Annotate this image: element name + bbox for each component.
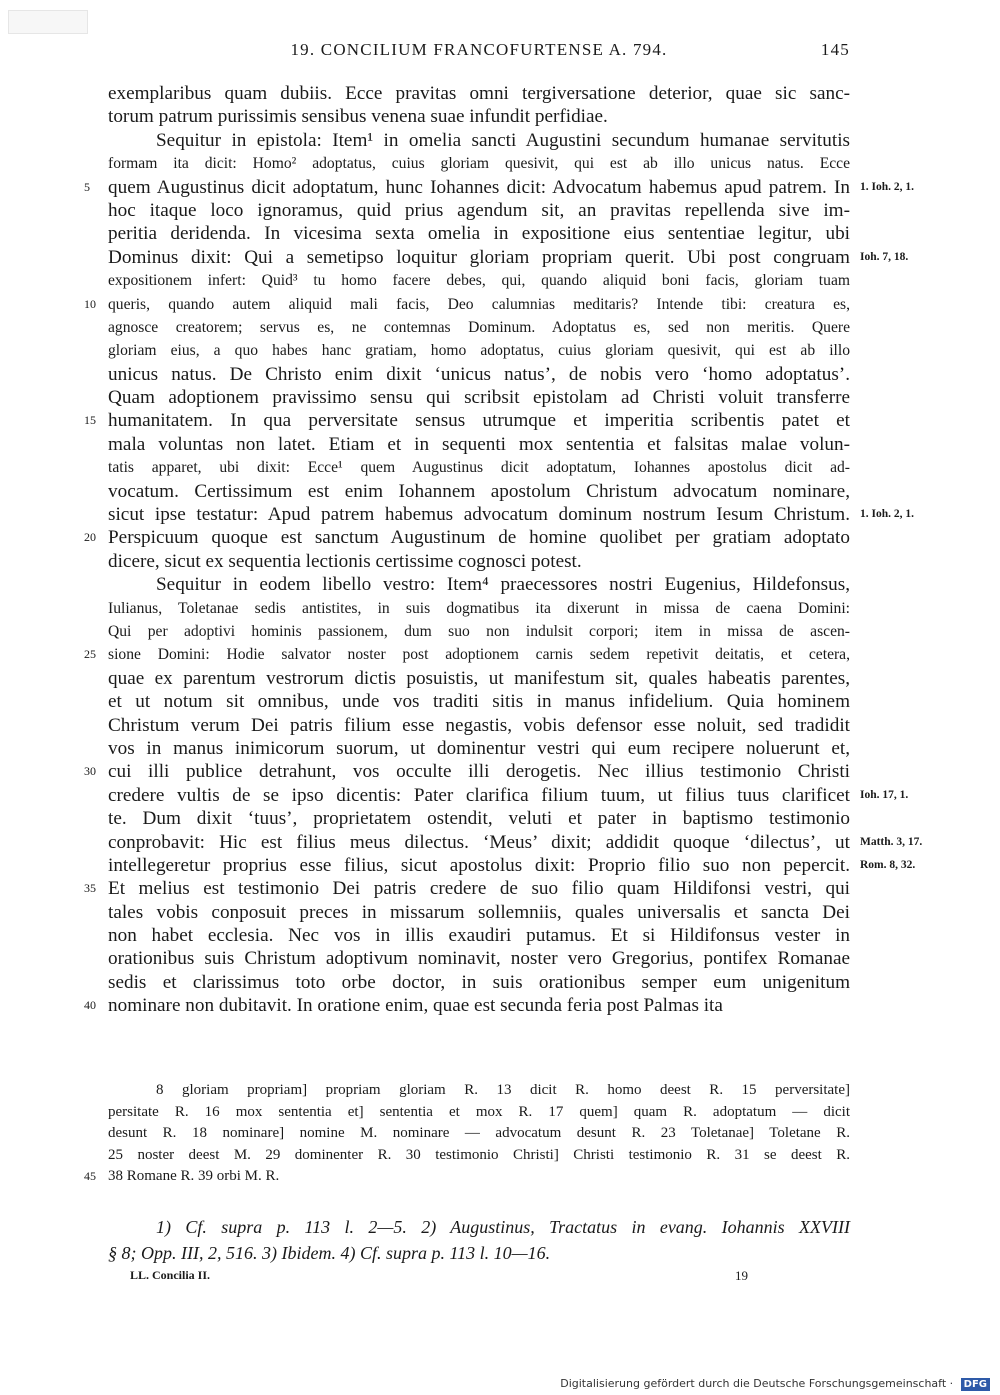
text-line: [84, 409, 850, 432]
text-line: [108, 784, 909, 807]
text-line: [108, 971, 850, 994]
text-line-content: hoc itaque loco ignoramus, quid prius agendum sit, an pravitas repellenda sive im-: [108, 199, 850, 221]
text-line: [108, 714, 850, 737]
apparatus-line-content: 8 gloriam propriam] propriam gloriam R. 13 dicit R. homo deest R. 15 perversitate]: [156, 1082, 850, 1098]
text-line-content: te. Dum dixit ‘tuus’, proprietatem ostendit, veluti et pater in baptismo testimonio: [108, 808, 850, 830]
line-number: 30: [84, 764, 96, 779]
text-line-content: Dominus dixit: Qui a semetipso loquitur gloriam propriam querit. Ubi post congruam: [108, 246, 850, 268]
text-line-content: Christum verum Dei patris filium esse negastis, vobis defensor esse noluit, sed tradidit: [108, 714, 850, 736]
text-line: [84, 293, 850, 316]
apparatus-line-content: desunt R. 18 nominare] nomine M. nominare — advocatum desunt R. 23 Toletanae] Toletane R.: [108, 1125, 850, 1142]
running-head: [108, 40, 850, 66]
apparatus-line: [108, 1102, 850, 1124]
apparatus-line: [108, 1080, 850, 1102]
text-line: [108, 901, 850, 924]
text-line-content: dicere, sicut ex sequentia lectionis certissime cognosci potest.: [108, 550, 582, 572]
apparatus-line-content: 38 Romane R. 39 orbi M. R.: [108, 1168, 280, 1185]
footnotes: [108, 1214, 850, 1266]
text-line-content: non habet ecclesia. Nec vos in illis exaudiri putamus. Et si Hildifonsus vester in: [108, 925, 850, 947]
dfg-logo: DFG: [961, 1378, 990, 1391]
line-number: 35: [84, 881, 96, 896]
text-line-content: humanitatem. In qua perversitate sensus utrumque et imperitia scribentis patet et: [108, 410, 850, 432]
text-line: [108, 456, 850, 479]
text-line-content: conprobavit: Hic est filius meus dilectus. ‘Meus’ dixit; addidit quoque ‘dilectus’, ut: [108, 831, 850, 853]
margin-reference: Matth. 3, 17.: [860, 835, 923, 848]
line-number: 20: [84, 530, 96, 545]
text-line: [108, 807, 850, 830]
page-number: 145: [820, 40, 850, 59]
line-number: 40: [84, 998, 96, 1013]
margin-reference: Ioh. 7, 18.: [860, 250, 909, 263]
text-line: [108, 550, 850, 573]
text-line-content: vocatum. Certissimum est enim Iohannem apostolum Christum advocatum nominare,: [108, 480, 850, 502]
text-line: [108, 737, 850, 760]
text-line-content: Et melius est testimonio Dei patris credere de suo filio quam Hildifonsi vestri, qui: [108, 878, 850, 900]
text-line-content: agnosce creatorem; servus es, ne contemnas Dominum. Adoptatus es, sed non meritis. Quere: [108, 318, 850, 336]
text-line: [108, 199, 850, 222]
text-line-content: sedis et clarissimus toto orbe doctor, in suis orationibus semper eum unigenitum: [108, 971, 850, 993]
text-line: [108, 503, 914, 526]
funding-text: Digitalisierung gefördert durch die Deutsche Forschungsgemeinschaft ·: [560, 1377, 954, 1390]
text-line-content: expositionem infert: Quid³ tu homo facere debes, qui, quando aliquid boni facis, gloriam tuam: [108, 272, 850, 290]
margin-reference: Ioh. 17, 1.: [860, 788, 909, 801]
line-number: 10: [84, 296, 96, 311]
text-line: [108, 690, 850, 713]
text-line: [84, 877, 850, 900]
signature-mark: LL. Concilia II.: [130, 1268, 211, 1282]
text-line-content: gloriam eius, a quo habes hanc gratiam, homo adoptatus, cuius gloriam quesivit, qui est ab illo: [108, 342, 850, 360]
text-line: [108, 947, 850, 970]
text-line-content: exemplaribus quam dubiis. Ecce pravitas omni tergiversatione deterior, quae sic sanc-: [108, 83, 850, 104]
text-line-content: orationibus suis Christum adoptivum nominavit, noster vero Gregorius, pontifex Romanae: [108, 948, 850, 970]
text-line-content: sione Domini: Hodie salvator noster post adoptionem carnis sedem repetivit deitatis, et cetera,: [108, 646, 850, 664]
text-line: [108, 620, 850, 643]
signature-number: 19: [735, 1268, 748, 1283]
text-line: [108, 480, 850, 503]
text-line-content: Quam adoptionem pravissimo sensu qui scribsit epistolam ad Christi voluit transferre: [108, 387, 850, 409]
text-line: [108, 339, 850, 362]
text-line-content: Qui per adoptivi hominis passionem, dum suo non indulsit corpori; item in missa de ascen-: [108, 622, 850, 640]
text-line: [84, 994, 850, 1017]
footnote-line: 1) Cf. supra p. 113 l. 2—5. 2) Augustinus, Tractatus in evang. Iohannis XXVIII: [156, 1217, 850, 1237]
text-line: [84, 760, 850, 783]
text-line-content: torum patrum purissimis sensibus venena suae infundit perfidiae.: [108, 106, 608, 128]
text-line: [84, 526, 850, 549]
text-line: [108, 105, 850, 128]
text-line: [108, 597, 850, 620]
text-line: [108, 152, 850, 175]
apparatus-line: [108, 1145, 850, 1167]
text-line-content: tatis apparet, ubi dixit: Ecce¹ quem Augustinus dicit adoptatum, Iohannes apostolus dicit ad-: [108, 459, 850, 477]
text-line: [108, 667, 850, 690]
text-line-content: Perspicuum quoque est sanctum Augustinum de homine quolibet per gratiam adoptato: [108, 527, 850, 549]
text-line-content: nominare non dubitavit. In oratione enim, quae est secunda feria post Palmas ita: [108, 995, 723, 1017]
apparatus-line: [108, 1123, 850, 1145]
text-line: [108, 246, 909, 269]
text-line-content: formam ita dicit: Homo² adoptatus, cuius gloriam quesivit, qui est ab illo unicus natus. Ecce: [108, 155, 850, 173]
text-line-content: quae ex parentum vestrorum dictis posuistis, ut manifestum sit, quales habeatis parentes,: [108, 667, 850, 689]
line-number: 5: [84, 179, 90, 194]
text-line: [108, 831, 923, 854]
text-line-content: credere vultis de se ipso dicentis: Pater clarifica filium tuum, ut filius tuus clarificet: [108, 784, 850, 806]
text-line: [108, 386, 850, 409]
text-line: [108, 222, 850, 245]
running-head-title: 19. CONCILIUM FRANCOFURTENSE A. 794.: [290, 40, 668, 59]
apparatus-line-content: persitate R. 16 mox sententia et] sententia et mox R. 17 quem] quam R. adoptatum — dicit: [108, 1103, 850, 1120]
text-line: [108, 316, 850, 339]
text-line-content: et ut notum sit omnibus, unde vos traditi sitis in manus infidelium. Quia hominem: [108, 691, 850, 713]
funding-note: [560, 1377, 990, 1391]
main-text: [84, 82, 923, 1018]
text-line-content: unicus natus. De Christo enim dixit ‘unicus natus’, de nobis vero ‘homo adoptatus’.: [108, 363, 850, 385]
text-line: [84, 643, 850, 666]
text-line-content: mala voluntas non latet. Etiam et in sequenti mox sententia et falsitas malae volun-: [108, 433, 850, 455]
text-line-content: Iulianus, Toletanae sedis antistites, in suis dogmatibus ita dixerunt in missa de caena Domini:: [108, 599, 850, 617]
text-line: [108, 924, 850, 947]
text-line-content: Sequitur in epistola: Item¹ in omelia sancti Augustini secundum humanae servitutis: [156, 129, 850, 151]
text-line-content: quem Augustinus dicit adoptatum, hunc Iohannes dicit: Advocatum habemus apud patrem. In: [108, 176, 850, 198]
text-line: [84, 176, 914, 199]
text-line-content: intellegeretur proprius esse filius, sicut apostolus dixit: Proprio filio suo non pepercit.: [108, 854, 850, 876]
apparatus-line-content: 25 noster deest M. 29 dominenter R. 30 testimonio Christi] Christi testimonio R. 31 se deest R.: [108, 1146, 850, 1163]
footnote-line: § 8; Opp. III, 2, 516. 3) Ibidem. 4) Cf. supra p. 113 l. 10—16.: [108, 1243, 551, 1263]
apparatus-line: [84, 1166, 850, 1188]
text-line-content: queris, quando autem aliquid mali facis, Deo calumnias meditaris? Intende tibi: creatura es,: [108, 295, 850, 313]
text-line-content: peritia deridenda. In vicesima sexta omelia in expositione eius sententiae legitur, ubi: [108, 223, 850, 245]
text-line: [108, 433, 850, 456]
text-line: [108, 129, 850, 152]
library-stamp: [8, 10, 88, 34]
line-number: 25: [84, 647, 96, 662]
text-line-content: vos in manus inimicorum suorum, ut dominentur vestri qui eum recipere noluerunt et,: [108, 737, 850, 759]
line-number: 15: [84, 413, 96, 428]
text-line: [108, 573, 850, 596]
text-line-content: cui illi publice detrahunt, vos occulte illi derogetis. Nec illius testimonio Christi: [108, 761, 850, 783]
critical-apparatus: [84, 1080, 850, 1188]
text-line: [108, 269, 850, 292]
text-line-content: sicut ipse testatur: Apud patrem habemus advocatum dominum nostrum Iesum Christum.: [108, 504, 850, 526]
margin-reference: 1. Ioh. 2, 1.: [860, 508, 914, 521]
text-line-content: Sequitur in eodem libello vestro: Item⁴ praecessores nostri Eugenius, Hildefonsus,: [156, 574, 850, 596]
margin-reference: Rom. 8, 32.: [860, 858, 916, 871]
text-line-content: tales vobis conposuit preces in missarum sollemniis, quales universalis et sancta Dei: [108, 901, 850, 923]
line-number: 45: [84, 1169, 96, 1184]
text-line: [108, 854, 916, 877]
margin-reference: 1. Ioh. 2, 1.: [860, 180, 914, 193]
text-line: [108, 363, 850, 386]
text-line: [108, 82, 850, 105]
